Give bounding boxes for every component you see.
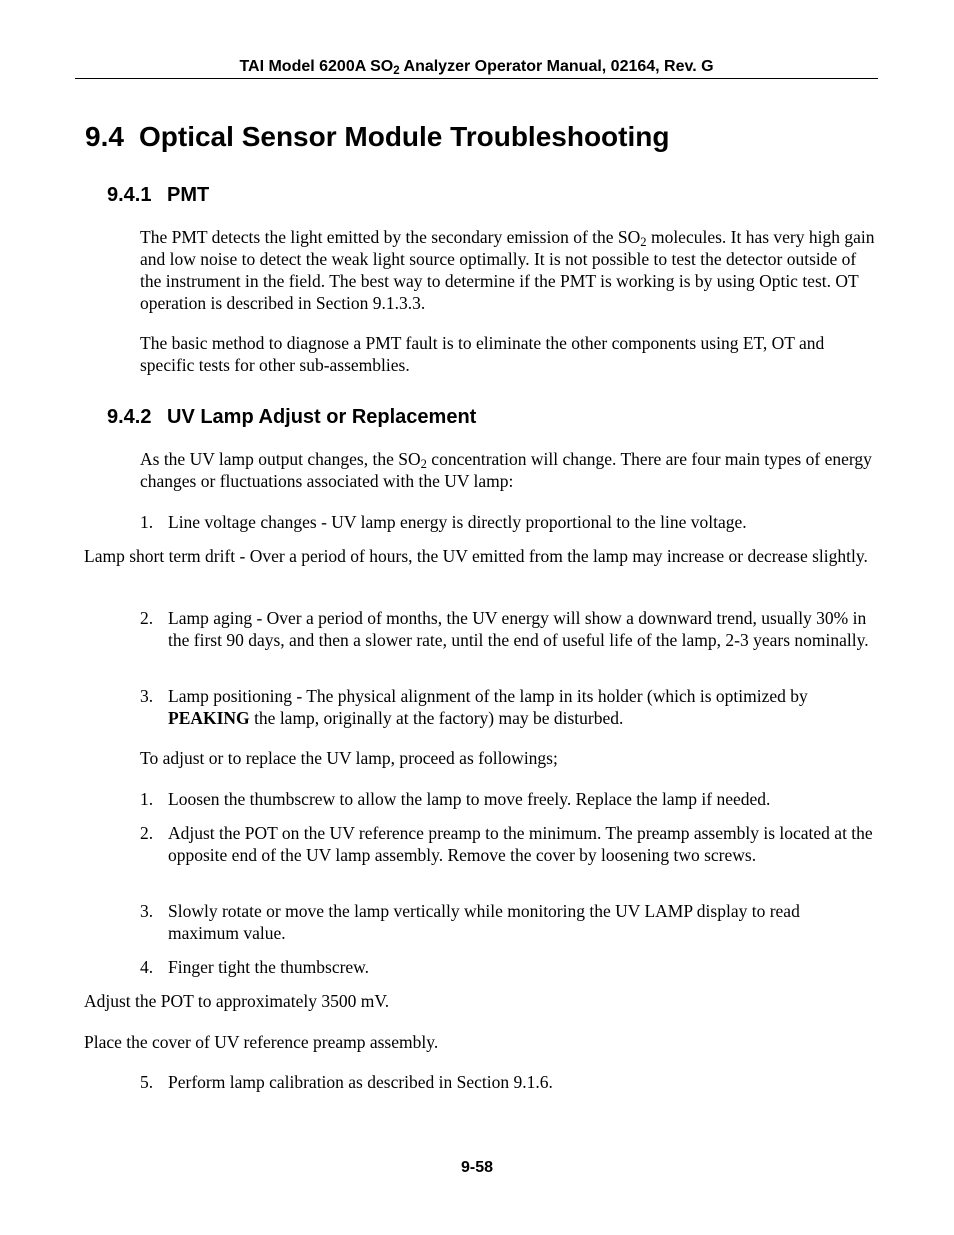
- text: As the UV lamp output changes, the SO: [140, 449, 421, 469]
- header-text: TAI Model 6200A SO: [239, 58, 394, 75]
- subscript: 2: [420, 457, 427, 472]
- list-item: [140, 788, 875, 810]
- subsection-heading-uv-lamp: [107, 404, 476, 430]
- paragraph-adjust-intro: To adjust or to replace the UV lamp, proceed as followings;: [140, 748, 558, 768]
- list-text: Adjust the POT on the UV reference preamp to the minimum. The preamp assembly is located at the opposite end of the UV lamp assembly. Remove the cover by loosening two screws.: [168, 823, 873, 865]
- text: Lamp positioning - The physical alignment of the lamp in its holder (which is optimized by: [168, 686, 808, 706]
- section-heading: [85, 119, 669, 155]
- list-text: Loosen the thumbscrew to allow the lamp to move freely. Replace the lamp if needed.: [168, 789, 771, 809]
- text: concentration will change. There are four main types of energy changes or fluctuations associated with the UV lamp:: [140, 449, 872, 491]
- list-text: Lamp aging - Over a period of months, the UV energy will show a downward trend, usually 30% in the first 90 days, and then a slower rate, until the end of useful life of the lamp, 2-3 years nominally.: [168, 608, 869, 650]
- list-item: [140, 685, 875, 729]
- list-number: 2.: [140, 608, 154, 628]
- list-text: [168, 685, 875, 729]
- subsection-number: 9.4.2: [107, 406, 152, 428]
- list-text: Finger tight the thumbscrew.: [168, 957, 370, 977]
- list-item: [140, 607, 875, 651]
- paragraph-pmt-description: [140, 226, 875, 314]
- list-text: Perform lamp calibration as described in Section 9.1.6.: [168, 1072, 553, 1092]
- paragraph-adjust-pot: Adjust the POT to approximately 3500 mV.: [84, 991, 390, 1011]
- subscript: 2: [640, 235, 647, 250]
- list-number: 5.: [140, 1072, 154, 1092]
- list-item: [140, 822, 875, 866]
- list-text: Line voltage changes - UV lamp energy is directly proportional to the line voltage.: [168, 512, 747, 532]
- running-header: [75, 56, 878, 79]
- text: the lamp, originally at the factory) may be disturbed.: [249, 708, 624, 728]
- list-item: [140, 956, 875, 978]
- header-text-rest: Analyzer Operator Manual, 02164, Rev. G: [399, 58, 714, 75]
- subsection-title: UV Lamp Adjust or Replacement: [167, 406, 477, 428]
- list-number: 4.: [140, 957, 154, 977]
- paragraph-place-cover: Place the cover of UV reference preamp assembly.: [84, 1032, 439, 1052]
- list-number: 1.: [140, 512, 154, 532]
- list-number: 3.: [140, 686, 154, 706]
- bold-text: PEAKING: [168, 708, 250, 728]
- list-item: [140, 900, 875, 944]
- list-number: 2.: [140, 823, 154, 843]
- subsection-number: 9.4.1: [107, 184, 152, 206]
- paragraph-lamp-drift: Lamp short term drift - Over a period of hours, the UV emitted from the lamp may increase or decrease slightly.: [84, 546, 868, 566]
- subsection-title: PMT: [167, 184, 210, 206]
- page-number: 9-58: [460, 1159, 494, 1176]
- paragraph-pmt-diagnose: The basic method to diagnose a PMT fault is to eliminate the other components using ET, OT and specific tests for other sub-assemblies.: [140, 333, 825, 375]
- section-number: 9.4: [85, 121, 124, 152]
- list-number: 3.: [140, 901, 154, 921]
- section-title: Optical Sensor Module Troubleshooting: [139, 121, 670, 152]
- list-text: Slowly rotate or move the lamp vertically while monitoring the UV LAMP display to read maximum value.: [168, 901, 800, 943]
- list-item: [140, 1071, 875, 1093]
- paragraph-uv-intro: [140, 448, 875, 492]
- subsection-heading-pmt: [107, 182, 209, 208]
- list-item: [140, 511, 875, 533]
- text: The PMT detects the light emitted by the secondary emission of the SO: [140, 227, 641, 247]
- header-subscript: 2: [393, 64, 400, 77]
- list-number: 1.: [140, 789, 154, 809]
- text: molecules. It has very high gain and low noise to detect the weak light source optimally. It is not possible to test the detector outside of the instrument in the field. The best way to determine if the PMT is working is by using Optic test. OT operation is described in Section 9.1.3.3.: [140, 227, 875, 313]
